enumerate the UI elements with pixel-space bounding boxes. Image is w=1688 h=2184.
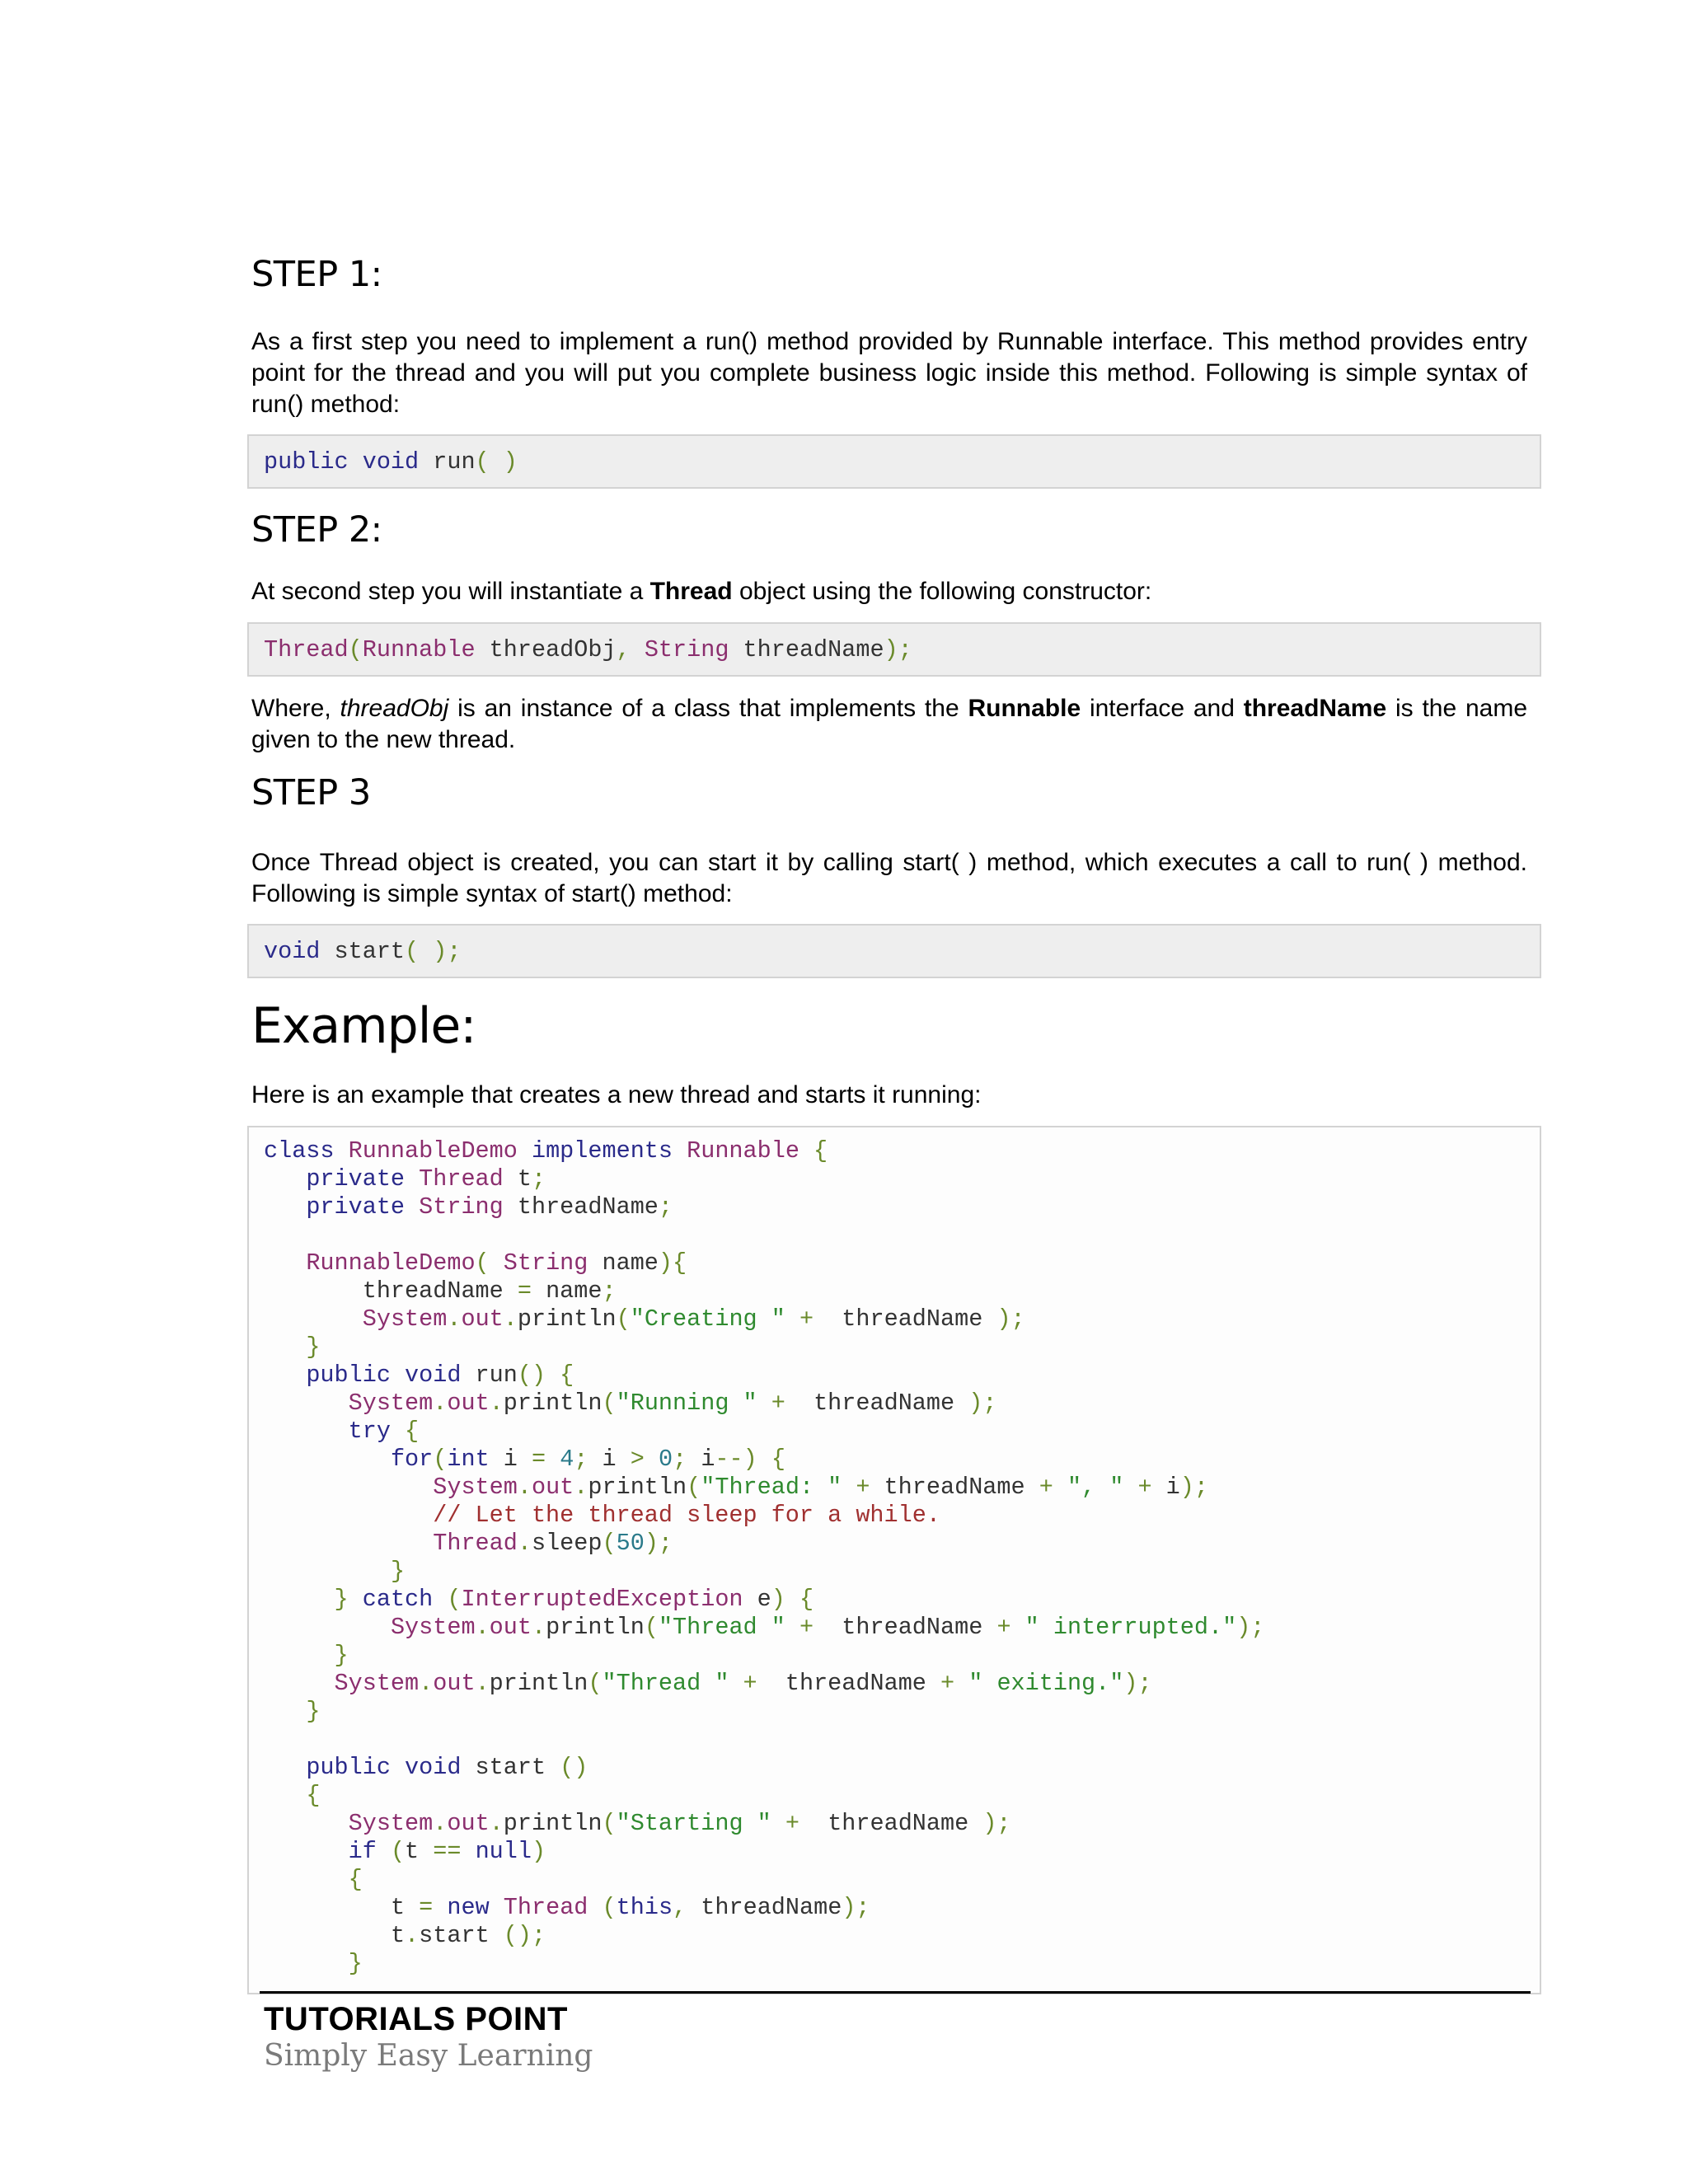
code-token: + [785, 1614, 842, 1641]
code-token: System [433, 1474, 518, 1501]
code-token: } [306, 1698, 321, 1725]
code-token: System [348, 1390, 434, 1417]
step1-heading: STEP 1: [251, 254, 382, 295]
code-token: threadName [814, 1390, 969, 1417]
code-token: ( ); [405, 938, 462, 965]
code-token: threadName [842, 1614, 997, 1641]
code-token: ); [1236, 1614, 1265, 1641]
step2-heading: STEP 2: [251, 509, 382, 551]
code-token: = [419, 1894, 448, 1921]
code-token [264, 1474, 433, 1501]
code-token: , [673, 1894, 701, 1921]
code-token: System [390, 1614, 476, 1641]
code-token [264, 1418, 349, 1445]
code-token [264, 1558, 391, 1585]
footer-brand: TUTORIALS POINT [264, 2001, 568, 2037]
code-token: out [447, 1810, 490, 1837]
code-token [264, 1361, 306, 1389]
code-line [264, 1361, 1525, 1390]
code-token: ; [602, 1277, 617, 1305]
code-token: ); [996, 1305, 1025, 1333]
code-token: try [348, 1418, 406, 1445]
code-token: 4 [560, 1446, 574, 1473]
code-token: ( ) [475, 448, 518, 476]
code-token: "Running " [616, 1390, 757, 1417]
code-token: run [433, 448, 476, 476]
code-token: this [616, 1894, 673, 1921]
code-line [264, 448, 1525, 476]
code-line [264, 1193, 1525, 1221]
code-token: ); [1179, 1474, 1208, 1501]
code-line [264, 1642, 1525, 1670]
example-heading: Example: [251, 997, 476, 1055]
step2-where-paragraph [251, 693, 1527, 756]
code-token [264, 1502, 433, 1529]
code-token: catch [362, 1586, 448, 1613]
code-line [264, 1221, 1525, 1249]
code-line [264, 1586, 1525, 1614]
code-token: RunnableDemo [306, 1249, 476, 1277]
code-token [264, 1446, 391, 1473]
code-token: + [940, 1670, 969, 1697]
code-token: "Thread " [658, 1614, 785, 1641]
code-line [264, 1810, 1525, 1838]
code-token [264, 1390, 349, 1417]
code-token: ; [673, 1446, 701, 1473]
code-token: Runnable [687, 1137, 814, 1165]
code-token [264, 1922, 391, 1949]
code-token: t [405, 1838, 434, 1865]
code-token [264, 1698, 306, 1725]
code-token: ( [602, 1810, 617, 1837]
code-token: " exiting." [968, 1670, 1124, 1697]
code-line [264, 1922, 1525, 1950]
code-token: ; [531, 1165, 546, 1193]
code-line [264, 636, 1525, 664]
code-token: + [729, 1670, 785, 1697]
code-token: } [390, 1558, 406, 1585]
code-token: + [1039, 1474, 1067, 1501]
code-token: . [475, 1670, 490, 1697]
code-token: private [306, 1165, 420, 1193]
code-token: . [447, 1305, 462, 1333]
code-token: ; [574, 1446, 603, 1473]
code-token: i [701, 1446, 715, 1473]
code-token: ); [1123, 1670, 1152, 1697]
code-token [264, 1894, 391, 1921]
code-token: ); [842, 1894, 870, 1921]
code-token: System [362, 1305, 448, 1333]
code-line [264, 1614, 1525, 1642]
code-line [264, 1446, 1525, 1474]
step2-bold-thread: Thread [649, 578, 733, 605]
code-token: . [531, 1614, 546, 1641]
where-text-mid1: is an instance of a class that implements the [448, 695, 968, 722]
code-token: t [517, 1165, 532, 1193]
code-line [264, 1277, 1525, 1305]
code-token: } [334, 1642, 349, 1669]
code-token: Runnable [362, 636, 476, 663]
code-token: println [503, 1810, 603, 1837]
code-token: . [517, 1530, 532, 1557]
code-token: String [644, 636, 729, 663]
code-token: . [475, 1614, 490, 1641]
code-token [264, 1782, 306, 1809]
code-line [264, 1390, 1525, 1418]
code-token: String [503, 1249, 603, 1277]
code-line [264, 1726, 1525, 1754]
code-token: ); [644, 1530, 673, 1557]
example-intro: Here is an example that creates a new thread and starts it running: [251, 1081, 982, 1108]
code-line [264, 1670, 1525, 1698]
code-token: void [264, 938, 335, 965]
code-token: { [306, 1782, 321, 1809]
code-token: "Starting " [616, 1810, 771, 1837]
code-token: , [616, 636, 645, 663]
code-token: i [1165, 1474, 1180, 1501]
code-token: . [433, 1390, 448, 1417]
code-block-start [247, 924, 1541, 978]
code-token: out [461, 1305, 504, 1333]
code-token: Thread [433, 1530, 518, 1557]
code-token: Thread [264, 636, 349, 663]
code-token [264, 1614, 391, 1641]
code-line [264, 1894, 1525, 1922]
where-bold-threadname: threadName [1243, 695, 1387, 722]
code-line [264, 1137, 1525, 1165]
code-token: public void [306, 1361, 476, 1389]
code-token: . [405, 1922, 420, 1949]
code-token [264, 1333, 306, 1361]
code-token: + [996, 1614, 1025, 1641]
step2-text-post: object using the following constructor: [732, 578, 1152, 605]
code-token: sleep [531, 1530, 603, 1557]
code-token: "Creating " [630, 1305, 785, 1333]
code-token: + [757, 1390, 814, 1417]
code-token: start [419, 1922, 504, 1949]
code-token: threadName [785, 1670, 941, 1697]
code-token: { [814, 1137, 828, 1165]
code-token: public void [264, 448, 434, 476]
code-token: Thread [419, 1165, 518, 1193]
code-token: if [348, 1838, 391, 1865]
code-line [264, 1333, 1525, 1361]
code-line [264, 1782, 1525, 1810]
code-token: ( [616, 1305, 631, 1333]
code-token [264, 1305, 363, 1333]
code-token: ( [602, 1894, 617, 1921]
code-token: threadName [264, 1277, 518, 1305]
footer-rule [260, 1991, 1531, 1994]
code-token: implements [531, 1137, 687, 1165]
code-token [264, 1249, 306, 1277]
code-token: InterruptedException [461, 1586, 757, 1613]
code-token: threadName [884, 1474, 1039, 1501]
code-token: ( [644, 1614, 659, 1641]
code-token: i [602, 1446, 631, 1473]
code-line [264, 1249, 1525, 1277]
code-token: threadName [842, 1305, 997, 1333]
code-token: out [531, 1474, 574, 1501]
code-line [264, 1558, 1525, 1586]
code-token: run [475, 1361, 518, 1389]
step3-paragraph: Once Thread object is created, you can start it by calling start( ) method, which executes a call to run( ) method. Following is simple syntax of start() method: [251, 849, 1527, 907]
code-token [264, 1642, 335, 1669]
code-token: ); [884, 636, 912, 663]
code-line [264, 1502, 1525, 1530]
code-token [264, 1754, 306, 1781]
code-token: out [489, 1614, 532, 1641]
code-token: } [306, 1333, 321, 1361]
code-token: println [588, 1474, 687, 1501]
code-token: e [757, 1586, 771, 1613]
code-line [264, 1754, 1525, 1782]
code-token: + [1123, 1474, 1166, 1501]
code-token: " interrupted." [1025, 1614, 1237, 1641]
code-token: threadName [729, 636, 884, 663]
where-bold-runnable: Runnable [968, 695, 1081, 722]
code-token: ; [658, 1193, 673, 1221]
code-token: ( [602, 1390, 617, 1417]
code-token: int [447, 1446, 504, 1473]
code-token: 50 [616, 1530, 645, 1557]
code-token [264, 1586, 335, 1613]
code-token: threadName [517, 1193, 659, 1221]
code-token: threadObj [475, 636, 617, 663]
code-token: ){ [658, 1249, 687, 1277]
code-token: --) { [715, 1446, 785, 1473]
step2-paragraph [251, 576, 1527, 607]
code-block-thread-constructor [247, 622, 1541, 677]
code-token: out [447, 1390, 490, 1417]
code-token: i [503, 1446, 532, 1473]
code-token: "Thread: " [701, 1474, 842, 1501]
code-block-run [247, 434, 1541, 489]
code-token: ) [532, 1838, 546, 1865]
code-token [264, 1165, 306, 1193]
step3-heading: STEP 3 [251, 772, 371, 813]
code-token: println [517, 1305, 617, 1333]
code-token: System [334, 1670, 420, 1697]
code-token: () [560, 1754, 588, 1781]
code-token: ( [687, 1474, 701, 1501]
code-token: . [517, 1474, 532, 1501]
code-token: t [390, 1922, 406, 1949]
step2-text: At second step you will instantiate a [251, 578, 650, 605]
code-token: + [771, 1810, 828, 1837]
code-token: { [405, 1418, 420, 1445]
code-token: ( [447, 1586, 462, 1613]
code-token: == [433, 1838, 476, 1865]
code-token: t [390, 1894, 420, 1921]
code-token: ( [348, 636, 363, 663]
code-token: "Thread " [602, 1670, 729, 1697]
code-token: > [630, 1446, 659, 1473]
code-line [264, 1530, 1525, 1558]
code-token: . [574, 1474, 588, 1501]
code-token: // Let the thread sleep for a while. [433, 1502, 940, 1529]
code-token: for [390, 1446, 434, 1473]
code-token: threadName [828, 1810, 983, 1837]
code-token: name [546, 1277, 603, 1305]
code-token: null [475, 1838, 532, 1865]
code-token: Thread [503, 1894, 603, 1921]
code-token: ); [982, 1810, 1011, 1837]
code-token: ( [433, 1446, 448, 1473]
code-token [264, 1838, 349, 1865]
code-token: ); [968, 1390, 997, 1417]
code-token: = [517, 1277, 546, 1305]
code-token: class [264, 1137, 349, 1165]
where-text: Where, [251, 695, 340, 722]
code-line [264, 1838, 1525, 1866]
code-line [264, 1950, 1525, 1978]
code-token: . [503, 1305, 518, 1333]
step1-paragraph: As a first step you need to implement a run() method provided by Runnable interface. This method provides entry point for the thread and you will put you complete business logic inside this method. Following is simple syntax of run() method: [251, 328, 1527, 418]
code-token [264, 1530, 433, 1557]
code-token: start [475, 1754, 560, 1781]
code-token: + [842, 1474, 884, 1501]
code-block-example [247, 1126, 1541, 1994]
code-token: println [546, 1614, 645, 1641]
code-token [264, 1670, 335, 1697]
code-token: ) { [771, 1586, 814, 1613]
code-token: . [489, 1390, 504, 1417]
code-token: ( [588, 1670, 603, 1697]
code-token: = [532, 1446, 560, 1473]
code-token: . [489, 1810, 504, 1837]
code-line [264, 1305, 1525, 1333]
code-token: private [306, 1193, 420, 1221]
code-token: println [489, 1670, 588, 1697]
where-text-post: is the name given to the new thread. [251, 695, 1528, 753]
code-token: () { [517, 1361, 574, 1389]
code-token: (); [503, 1922, 546, 1949]
where-italic-threadobj: threadObj [340, 695, 449, 722]
code-token: RunnableDemo [348, 1137, 532, 1165]
code-line [264, 1474, 1525, 1502]
code-token: } [334, 1586, 363, 1613]
code-token: ", " [1067, 1474, 1124, 1501]
code-token: start [334, 938, 406, 965]
code-token: new [447, 1894, 504, 1921]
code-token: . [419, 1670, 434, 1697]
code-line [264, 938, 1525, 966]
code-token: { [348, 1866, 363, 1893]
code-line [264, 1866, 1525, 1894]
where-text-mid2: interface and [1081, 695, 1244, 722]
code-token: ( [390, 1838, 406, 1865]
code-token: 0 [658, 1446, 673, 1473]
code-token: . [433, 1810, 448, 1837]
code-token: println [503, 1390, 603, 1417]
code-line [264, 1165, 1525, 1193]
code-token: System [348, 1810, 434, 1837]
code-token: String [419, 1193, 518, 1221]
code-token [264, 1193, 306, 1221]
code-token: + [785, 1305, 842, 1333]
code-token: public void [306, 1754, 476, 1781]
code-token: ( [602, 1530, 617, 1557]
code-token: } [348, 1950, 363, 1977]
code-token [264, 1866, 349, 1893]
code-token: name [602, 1249, 659, 1277]
code-token [264, 1950, 349, 1977]
code-token: out [433, 1670, 476, 1697]
code-token: threadName [701, 1894, 842, 1921]
code-token [264, 1810, 349, 1837]
code-line [264, 1418, 1525, 1446]
code-token: ( [475, 1249, 504, 1277]
footer-tagline: Simply Easy Learning [264, 2039, 593, 2073]
code-line [264, 1698, 1525, 1726]
